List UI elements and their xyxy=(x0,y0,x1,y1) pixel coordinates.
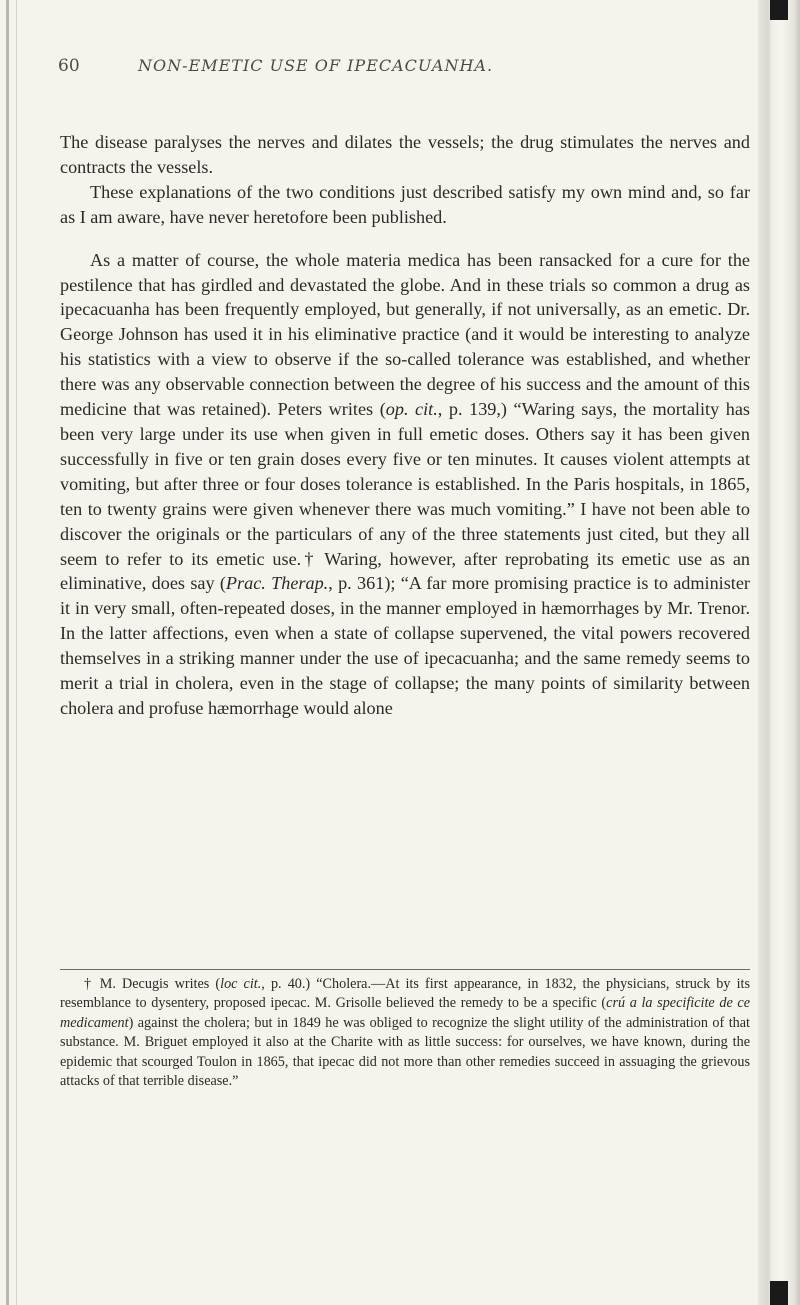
footnote-part-b: , p. 40.) “Cholera.—At its first appearance, in 1832, the physicians, struck by its resemblance to dysentery, proposed ipecac. M. Grisolle believed the remedy to be a specific ( xyxy=(60,976,750,1012)
paragraph-3-part-a: As a matter of course, the whole materia medica has been ransacked for a cure for the pestilence that has girdled and devastated the globe. And in these trials so common a drug as ipecacuanha has been frequently employed, but generally, if not universally, as an emetic. Dr. George Johnson has used it in his eliminative practice (and it would be interesting to analyze his statistics with a view to observe if the so-called tolerance was established, and whether there was any observable connection between the degree of his success and the amount of this medicine that was retained). Peters writes ( xyxy=(60,249,750,420)
body-text xyxy=(60,130,750,721)
scan-margin-mark-top xyxy=(770,0,788,20)
binding-edge xyxy=(6,0,9,1305)
footnote-part-c: ) against the cholera; but in 1849 he was obliged to recognize the slight utility of the administration of that substance. M. Briguet employed it also at the Charite with as little success: for ourselves, we have known, during the epidemic that scourged Toulon in 1865, that ipecac did not more than other remedies succeed in assuaging the grievous attacks of that terrible disease.” xyxy=(60,1014,750,1090)
footnote-divider xyxy=(60,969,750,970)
paragraph-3 xyxy=(60,248,750,721)
page-header xyxy=(58,56,748,82)
paragraph-3-part-b: , p. 139,) “Waring says, the mortality has been very large under its use when given in full emetic doses. Others say it has been given successfully in five or ten grain doses every five or ten minutes. It causes violent attempts at vomiting, but after three or four doses tolerance is established. In the Paris hospitals, in 1865, ten to twenty grains were given whenever there was much vomiting.” I have not been able to discover the originals or the particulars of any of the three statements just cited, but they all seem to refer to its emetic use.† Waring, however, after reprobating its emetic use as an eliminative, does say ( xyxy=(60,399,750,594)
page-number: 60 xyxy=(58,56,80,76)
footnote-citation-french: crú a la specificite de ce medicament xyxy=(60,995,750,1031)
paragraph-1: The disease paralyses the nerves and dilates the vessels; the drug stimulates the nerves and contracts the vessels. xyxy=(60,132,750,177)
citation-prac-therap: Prac. Therap. xyxy=(225,573,329,594)
citation-op-cit: op. cit. xyxy=(385,399,438,420)
paragraph-3-part-c: , p. 361); “A far more promising practice is to administer it in very small, often-repeated doses, in the manner employed in hæmorrhages by Mr. Trenor. In the latter affections, even when a state of collapse supervened, the vital powers recovered themselves in a striking manner under the use of ipecacuanha; and the same remedy seems to merit a trial in cholera, even in the stage of collapse; the many points of similarity between cholera and profuse hæmorrhage would alone xyxy=(60,573,750,718)
scan-margin-mark-bottom xyxy=(770,1281,788,1305)
paragraph-2: These explanations of the two conditions just described satisfy my own mind and, so far as I am aware, have never heretofore been published. xyxy=(60,181,750,227)
binding-edge-line xyxy=(16,0,17,1305)
footnote-dagger xyxy=(60,975,750,1091)
page-edge xyxy=(758,0,800,1305)
footnote-citation-loc-cit: loc cit. xyxy=(220,976,262,992)
running-head: NON-EMETIC USE OF IPECACUANHA. xyxy=(138,56,494,75)
footnote-part-a: † M. Decugis writes ( xyxy=(84,976,221,992)
footnotes xyxy=(60,975,750,1091)
